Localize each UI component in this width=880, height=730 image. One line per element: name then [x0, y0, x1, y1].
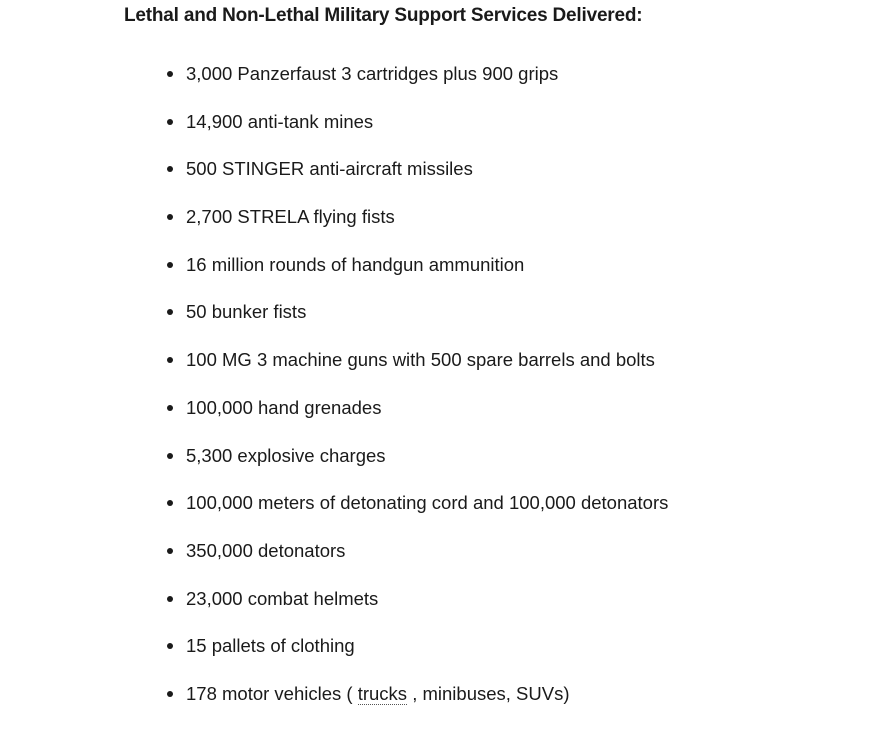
list-item-text: 500 STINGER anti-aircraft missiles — [186, 158, 473, 180]
list-item-text: 2,700 STRELA flying fists — [186, 206, 395, 228]
list-item — [165, 348, 668, 396]
list-item-text: 100,000 hand grenades — [186, 396, 382, 418]
bullet-icon — [167, 214, 173, 220]
bullet-icon — [167, 262, 173, 268]
list-item-text: 100,000 meters of detonating cord and 100,000 detonators — [186, 492, 669, 514]
list-item-text: 350,000 detonators — [186, 539, 346, 561]
list-item — [165, 157, 668, 205]
bullet-icon — [167, 166, 173, 172]
bullet-icon — [167, 643, 173, 649]
bullet-icon — [167, 453, 173, 459]
list-item — [165, 396, 668, 444]
trucks-link[interactable]: trucks — [357, 682, 408, 704]
list-item — [165, 62, 668, 110]
bullet-icon — [167, 71, 173, 77]
list-item — [165, 205, 668, 253]
list-item — [165, 634, 668, 682]
list-item-text: 16 million rounds of handgun ammunition — [186, 253, 525, 275]
bullet-icon — [167, 548, 173, 554]
list-item — [165, 253, 668, 301]
bullet-icon — [167, 119, 173, 125]
list-item-text: 50 bunker fists — [186, 301, 307, 323]
list-item-text — [186, 682, 570, 706]
list-item-prefix: 178 motor vehicles ( — [186, 682, 358, 704]
list-item — [165, 682, 668, 730]
list-item-suffix: , minibuses, SUVs) — [407, 682, 570, 704]
bullet-icon — [167, 500, 173, 506]
list-item-text: 14,900 anti-tank mines — [186, 110, 374, 132]
list-item-text: 23,000 combat helmets — [186, 587, 379, 609]
list-item — [165, 300, 668, 348]
section-heading: Lethal and Non-Lethal Military Support Services Delivered: — [124, 5, 643, 26]
list-item — [165, 539, 668, 587]
list-item-text: 15 pallets of clothing — [186, 635, 355, 657]
bullet-icon — [167, 405, 173, 411]
list-item-text: 5,300 explosive charges — [186, 444, 386, 466]
list-item — [165, 491, 668, 539]
bullet-icon — [167, 357, 173, 363]
list-item-text: 100 MG 3 machine guns with 500 spare barrels and bolts — [186, 349, 655, 371]
bullet-icon — [167, 691, 173, 697]
list-item — [165, 110, 668, 158]
list-item — [165, 587, 668, 635]
bullet-icon — [167, 309, 173, 315]
list-item — [165, 444, 668, 492]
list-item-text: 3,000 Panzerfaust 3 cartridges plus 900 grips — [186, 63, 559, 84]
bullet-icon — [167, 596, 173, 602]
support-services-list — [165, 62, 668, 730]
